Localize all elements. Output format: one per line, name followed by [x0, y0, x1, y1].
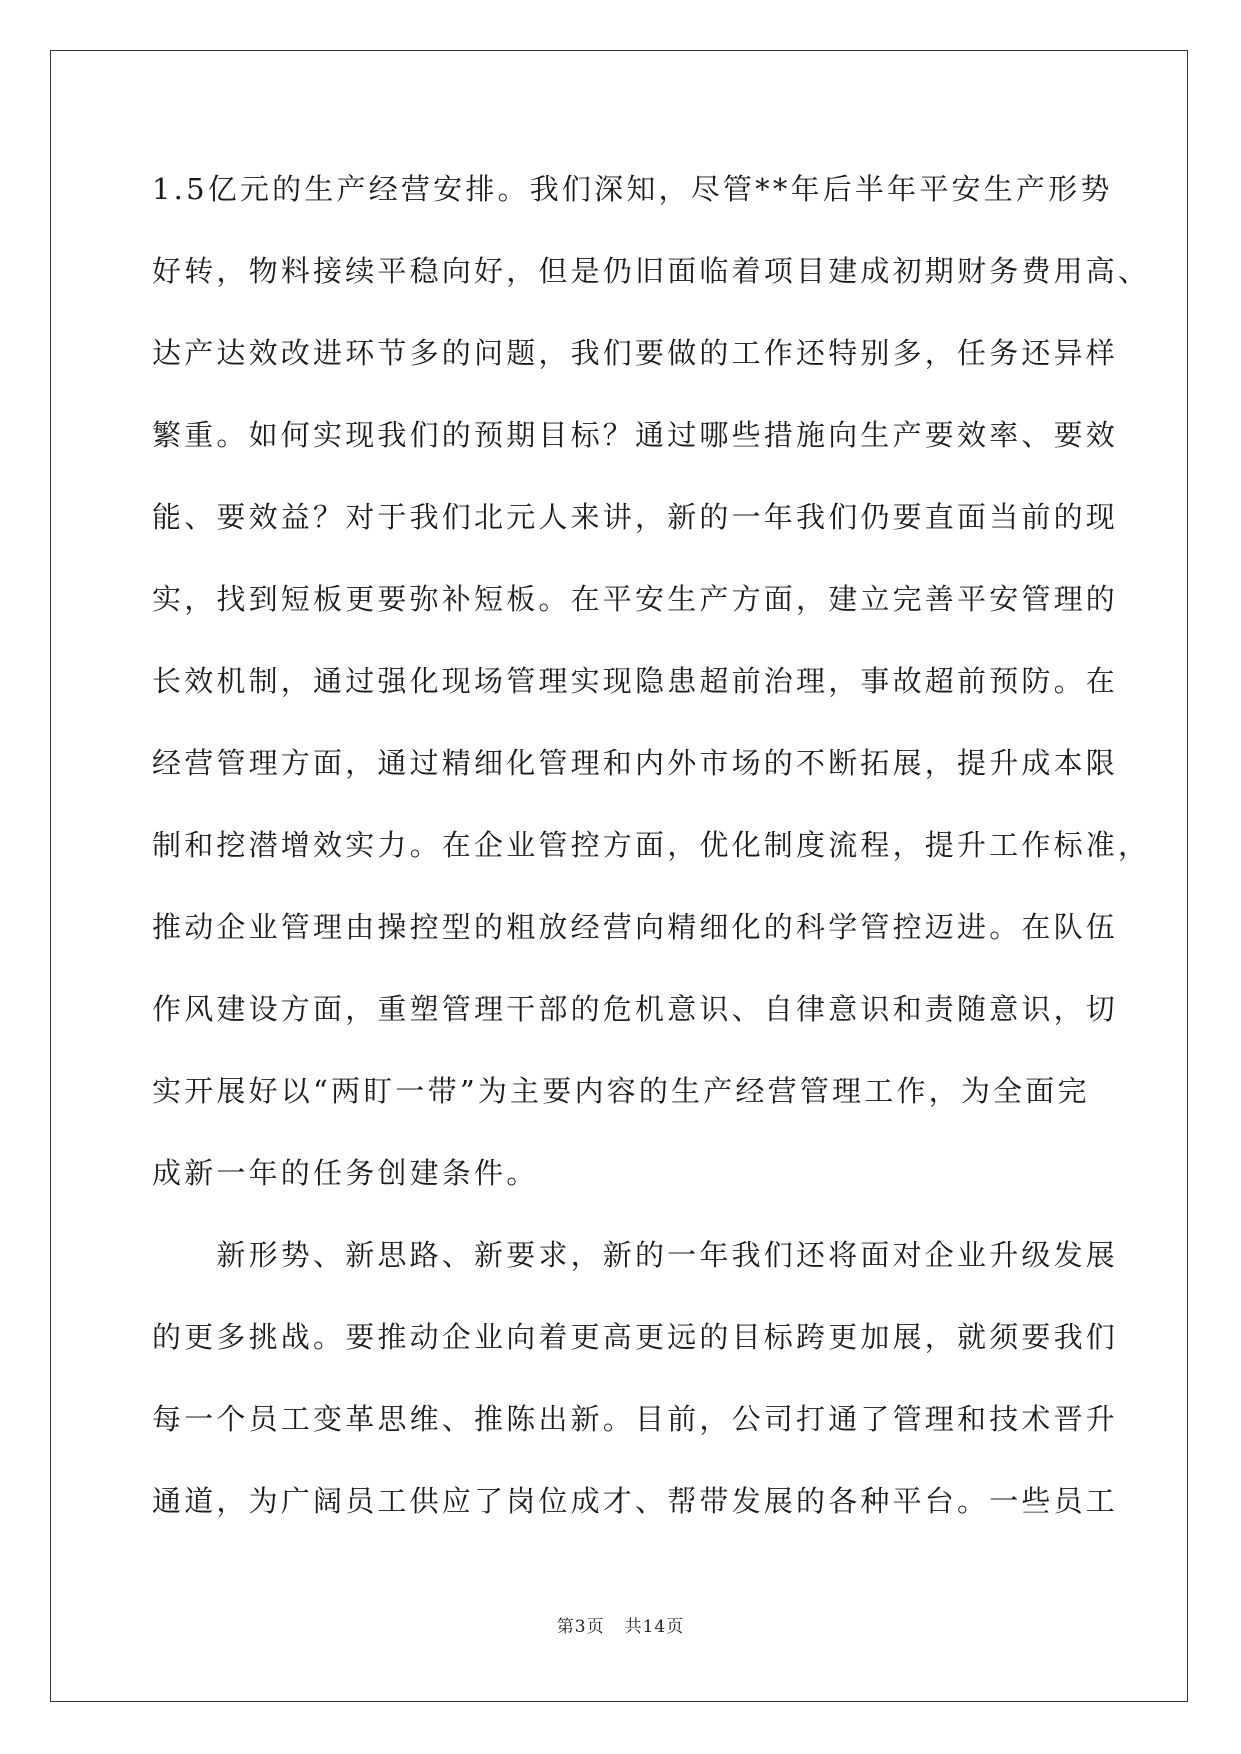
text-line: 能、要效益？对于我们北元人来讲，新的一年我们仍要直面当前的现 — [152, 500, 1119, 534]
text-line: 成新一年的任务创建条件。 — [152, 1156, 539, 1190]
text-line: 长效机制，通过强化现场管理实现隐患超前治理，事故超前预防。在 — [152, 664, 1119, 698]
page-number: 第3页 — [556, 1617, 605, 1637]
text-line: 每一个员工变革思维、推陈出新。目前，公司打通了管理和技术晋升 — [152, 1402, 1119, 1436]
page-footer — [0, 1612, 1241, 1637]
text-line: 作风建设方面，重塑管理干部的危机意识、自律意识和责随意识，切 — [152, 992, 1119, 1026]
page-total: 共14页 — [624, 1617, 685, 1637]
text-line: 经营管理方面，通过精细化管理和内外市场的不断拓展，提升成本限 — [152, 746, 1119, 780]
text-line: 通道，为广阔员工供应了岗位成才、帮带发展的各种平台。一些员工 — [152, 1484, 1119, 1518]
text-line: 的更多挑战。要推动企业向着更高更远的目标跨更加展，就须要我们 — [152, 1320, 1119, 1354]
text-line: 好转，物料接续平稳向好，但是仍旧面临着项目建成初期财务费用高、 — [152, 254, 1151, 288]
text-line: 达产达效改进环节多的问题，我们要做的工作还特别多，任务还异样 — [152, 336, 1119, 370]
text-line: 推动企业管理由操控型的粗放经营向精细化的科学管控迈进。在队伍 — [152, 910, 1119, 944]
text-line: 繁重。如何实现我们的预期目标？通过哪些措施向生产要效率、要效 — [152, 418, 1119, 452]
text-line: 实开展好以“两盯一带”为主要内容的生产经营管理工作，为全面完 — [152, 1074, 1090, 1108]
text-line: 新形势、新思路、新要求，新的一年我们还将面对企业升级发展 — [152, 1238, 1119, 1272]
text-line: 实，找到短板更要弥补短板。在平安生产方面，建立完善平安管理的 — [152, 582, 1119, 616]
text-line: 制和挖潜增效实力。在企业管控方面，优化制度流程，提升工作标准， — [152, 828, 1151, 862]
document-body — [152, 162, 1151, 1556]
text-line: 1.5亿元的生产经营安排。我们深知，尽管**年后半年平安生产形势 — [152, 172, 1113, 206]
